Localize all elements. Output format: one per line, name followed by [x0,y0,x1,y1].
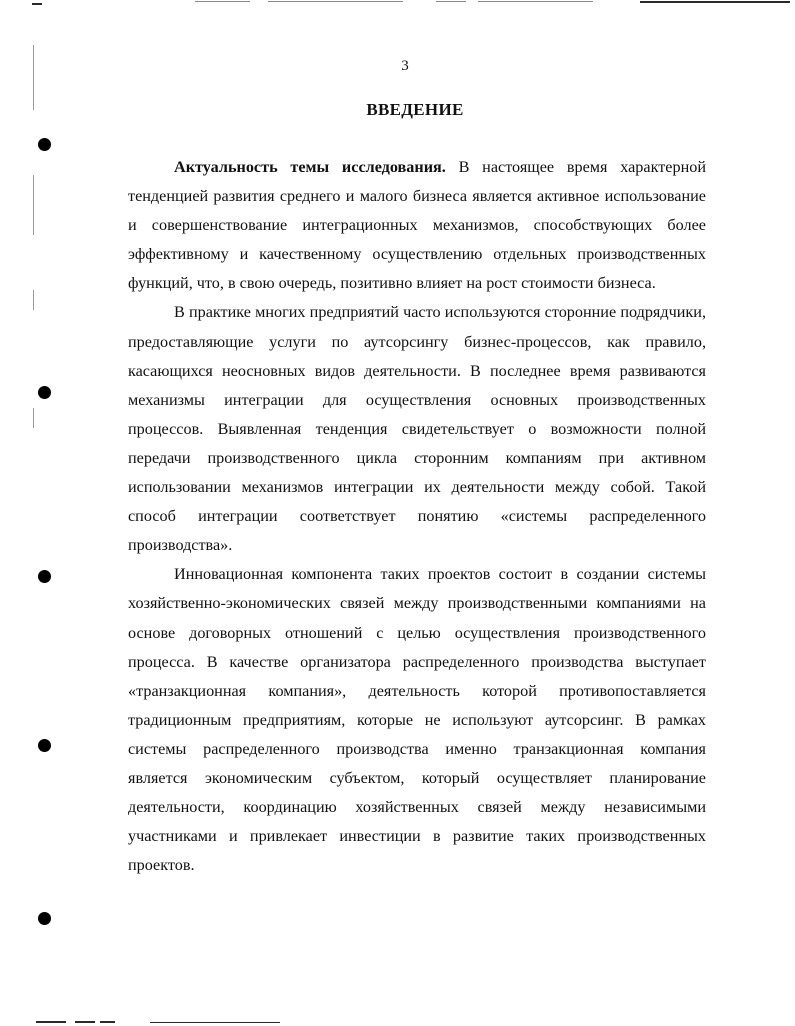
scan-edge-line [436,1,466,2]
punch-hole [38,912,51,925]
scan-edge-line [268,1,403,2]
scan-edge-line [100,1021,115,1023]
punch-hole [38,386,51,399]
page-number: 3 [401,58,409,74]
scan-edge-line [640,1,790,3]
paragraph-practice: В практике многих предприятий часто используются сторонние подрядчики, предоставляющие услуги по аутсорсингу бизнес-процессов, как правило, касающихся неосновных видов деятельности. В последнее время развиваются механизмы интеграции для осуществления основных производственных процессов. Выявленная тенденция свидетельствует о возможности полной передачи производственного цикла сторонним компаниям при активном использовании механизмов интеграции их деятельности между собой. Такой способ интеграции соответствует понятию «системы распределенного производства». [128,303,706,555]
scan-margin-mark [33,175,34,235]
scan-margin-mark [33,290,34,310]
paragraph-text: В настоящее время характерной тенденцией развития среднего и малого бизнеса является активное использование и совершенствование интеграционных механизмов, способствующих более эффективному и качественному осуществлению отдельных производственных функций, что, в свою очередь, позитивно влияет на рост стоимости бизнеса. [128,158,706,293]
document-body [128,153,706,880]
paragraph-lead: Актуальность темы исследования. [174,158,446,176]
page-title: ВВЕДЕНИЕ [366,100,464,119]
paragraph-relevance [128,153,706,298]
scan-edge-line [150,1022,280,1023]
scan-edge-line [32,3,42,5]
scan-edge-line [75,1021,95,1023]
punch-hole [38,739,51,752]
punch-hole [38,138,51,151]
scan-edge-line [36,1021,66,1023]
punch-hole [38,570,51,583]
scan-edge-line [195,1,250,2]
scan-margin-mark [33,408,34,428]
paragraph-innovation: Инновационная компонента таких проектов состоит в создании системы хозяйственно-экономических связей между производственными компаниями на основе договорных отношений с целью осуществления производственного процесса. В качестве организатора распределенного производства выступает «транзакционная компания», деятельность которой противопоставляется традиционным предприятиям, которые не используют аутсорсинг. В рамках системы распределенного производства именно транзакционная компания является экономическим субъектом, который осуществляет планирование деятельности, координацию хозяйственных связей между независимыми участниками и привлекает инвестиции в развитие таких производственных проектов. [128,565,706,875]
scan-edge-line [478,1,593,2]
